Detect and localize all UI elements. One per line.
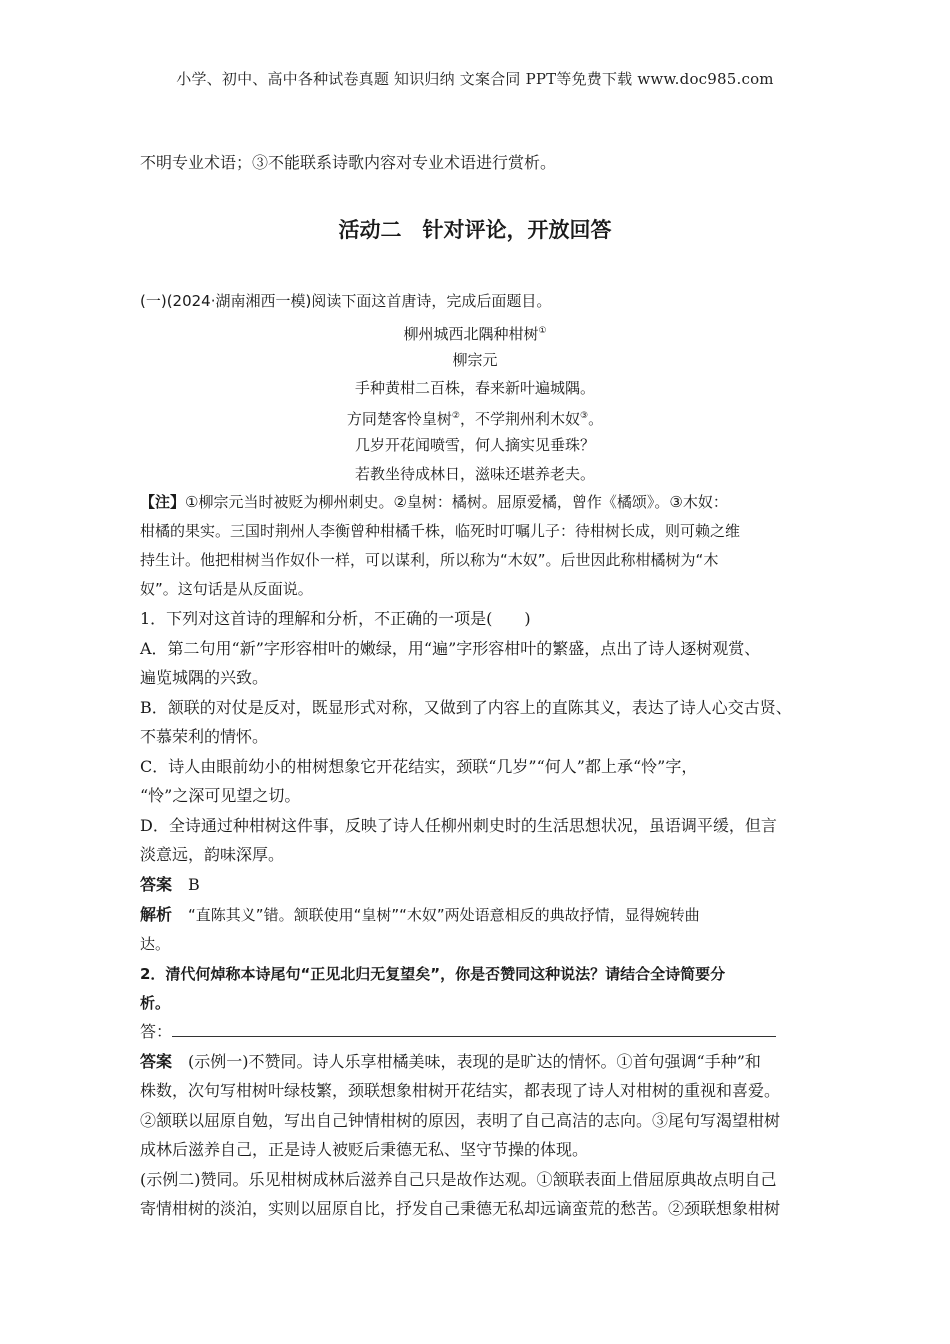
note-line-1 xyxy=(140,491,820,513)
q1-option-a-2: 遍览城隅的兴致。 xyxy=(140,668,269,687)
intro-line: 不明专业术语；③不能联系诗歌内容对专业术语进行赏析。 xyxy=(140,153,557,172)
page-header: 小学、初中、高中各种试卷真题 知识归纳 文案合同 PPT等免费下载 www.doc985.com xyxy=(176,70,774,88)
poem-title-text: 柳州城西北隅种柑树 xyxy=(403,325,539,343)
poem-line-1: 手种黄柑二百株，春来新叶遍城隅。 xyxy=(354,379,595,397)
poem-author: 柳宗元 xyxy=(452,351,498,369)
q2-stem-2: 析。 xyxy=(140,994,171,1012)
note-line-4: 奴”。这句话是从反面说。 xyxy=(140,580,313,598)
q1-option-d-1: D．全诗通过种柑树这件事，反映了诗人任柳州刺史时的生活思想状况，虽语调平缓，但言 xyxy=(140,816,777,835)
q1-analysis-text-1: “直陈其义”错。颔联使用“皇树”“木奴”两处语意相反的典故抒情，显得婉转曲 xyxy=(188,906,700,924)
note-text-1: ①柳宗元当时被贬为柳州刺史。②皇树：橘树。屈原爱橘，曾作《橘颂》。③木奴： xyxy=(185,493,728,511)
q2-answer-prompt: 答： xyxy=(140,1022,173,1041)
q1-analysis-1 xyxy=(140,904,820,926)
poem-line-2b: ，不学荆州利木奴 xyxy=(459,410,580,428)
q1-option-a-1: A．第二句用“新”字形容柑叶的嫩绿，用“遍”字形容柑叶的繁盛，点出了诗人逐树观赏、 xyxy=(140,639,761,658)
q1-option-c-1: C．诗人由眼前幼小的柑树想象它开花结实，颈联“几岁”“何人”都上承“怜”字， xyxy=(140,757,698,776)
q2-answer-3: ②颔联以屈原自勉，写出自己钟情柑树的原因，表明了自己高洁的志向。③尾句写渴望柑树 xyxy=(140,1111,781,1130)
poem-line-3: 几岁开花闻喷雪，何人摘实见垂珠？ xyxy=(354,436,595,454)
q2-answer-4: 成林后滋养自己，正是诗人被贬后秉德无私、坚守节操的体现。 xyxy=(140,1140,589,1159)
poem-line-2 xyxy=(0,405,950,430)
q1-option-d-2: 淡意远，韵味深厚。 xyxy=(140,845,285,864)
section-title: 活动二 针对评论，开放回答 xyxy=(338,218,612,242)
poem-line-4: 若教坐待成林日，滋味还堪养老夫。 xyxy=(354,465,595,483)
q2-stem-1: 2．清代何焯称本诗尾句“正见北归无复望矣”，你是否赞同这种说法？请结合全诗简要分 xyxy=(140,965,726,983)
poem-title xyxy=(0,320,950,345)
poem-note-2: ② xyxy=(451,411,460,421)
q2-answer-5: (示例二)赞同。乐见柑树成林后滋养自己只是故作达观。①颔联表面上借屈原典故点明自己 xyxy=(140,1170,777,1189)
q1-answer-label: 答案 xyxy=(140,875,173,894)
q1-option-b-2: 不慕荣利的情怀。 xyxy=(140,727,269,746)
q2-answer-2: 株数，次句写柑树叶绿枝繁，颈联想象柑树开花结实，都表现了诗人对柑树的重视和喜爱。 xyxy=(140,1081,781,1100)
q1-stem: 1．下列对这首诗的理解和分析，不正确的一项是( ) xyxy=(140,609,531,628)
q1-option-c-2: “怜”之深可见望之切。 xyxy=(140,786,301,805)
poem-line-2a: 方同楚客怜皇树 xyxy=(346,410,452,428)
q1-option-b-1: B．颔联的对仗是反对，既显形式对称，又做到了内容上的直陈其义，表达了诗人心交古贤、 xyxy=(140,698,792,717)
q2-answer-label: 答案 xyxy=(140,1052,173,1071)
note-label: 【注】 xyxy=(140,493,186,511)
q1-analysis-label: 解析 xyxy=(140,905,173,924)
note-line-2: 柑橘的果实。三国时荆州人李衡曾种柑橘千株，临死时叮嘱儿子：待柑树长成，则可赖之维 xyxy=(140,522,741,540)
q1-analysis-2: 达。 xyxy=(140,935,171,953)
q2-answer-line xyxy=(140,1021,820,1043)
question-intro: (一)(2024·湖南湘西一模)阅读下面这首唐诗，完成后面题目。 xyxy=(140,292,552,310)
q2-answer-1 xyxy=(140,1051,820,1073)
q2-answer-text-1: (示例一)不赞同。诗人乐享柑橘美味，表现的是旷达的情怀。①首句强调“手种”和 xyxy=(188,1052,761,1071)
note-line-3: 持生计。他把柑树当作奴仆一样，可以谋利，所以称为“木奴”。后世因此称柑橘树为“木 xyxy=(140,551,719,569)
poem-line-2c: 。 xyxy=(588,410,604,428)
q1-answer-value: B xyxy=(188,875,200,894)
q1-answer xyxy=(140,874,820,896)
poem-note-3: ③ xyxy=(580,411,589,421)
q2-answer-6: 寄情柑树的淡泊，实则以屈原自比，抒发自己秉德无私却远谪蛮荒的愁苦。②颈联想象柑树 xyxy=(140,1199,781,1218)
answer-blank[interactable] xyxy=(172,1022,776,1037)
poem-title-note: ① xyxy=(538,326,547,336)
